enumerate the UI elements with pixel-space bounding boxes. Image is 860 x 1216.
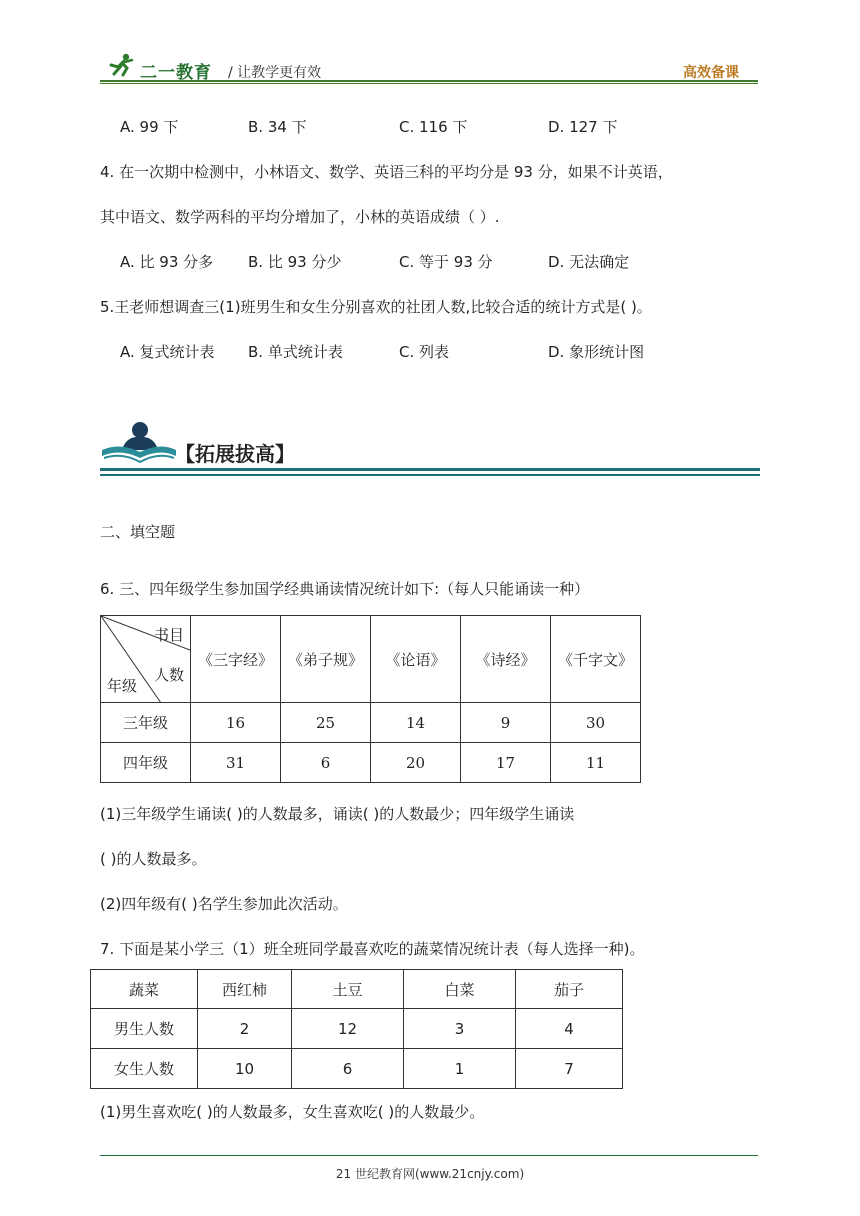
q7-cell: 10 <box>198 1049 292 1089</box>
table-row <box>101 703 641 743</box>
q6-title: 6. 三、四年级学生参加国学经典诵读情况统计如下:（每人只能诵读一种） <box>100 580 590 598</box>
q7-cell: 7 <box>516 1049 623 1089</box>
q6-sub1-line1: (1)三年级学生诵读( )的人数最多，诵读( )的人数最少；四年级学生诵读 <box>100 805 575 823</box>
q3-option-a: A. 99 下 <box>120 118 179 136</box>
q6-cell: 20 <box>371 743 461 783</box>
q7-header: 蔬菜 <box>91 970 198 1009</box>
q4-option-d: D. 无法确定 <box>548 253 630 271</box>
q6-header: 《弟子规》 <box>281 616 371 703</box>
q7-header: 白菜 <box>404 970 516 1009</box>
q6-cell: 31 <box>191 743 281 783</box>
q7-cell: 1 <box>404 1049 516 1089</box>
header-divider <box>100 80 758 82</box>
q4-option-b: B. 比 93 分少 <box>248 253 342 271</box>
q4-text-line2: 其中语文、数学两科的平均分增加了，小林的英语成绩（ ）. <box>100 208 500 226</box>
footer-divider <box>100 1155 758 1156</box>
q6-sub1-line2: ( )的人数最多。 <box>100 850 207 868</box>
q6-sub2: (2)四年级有( )名学生参加此次活动。 <box>100 895 348 913</box>
q6-cell: 11 <box>551 743 641 783</box>
q6-header: 《三字经》 <box>191 616 281 703</box>
q6-table <box>100 615 641 783</box>
q6-corner-mid: 人数 <box>153 666 184 684</box>
section-divider <box>100 468 760 471</box>
q7-row-label: 男生人数 <box>91 1009 198 1049</box>
q6-cell: 6 <box>281 743 371 783</box>
q4-text-line1: 4. 在一次期中检测中，小林语文、数学、英语三科的平均分是 93 分，如果不计英语， <box>100 163 673 181</box>
q5-text-line1: 5.王老师想调查三(1)班男生和女生分别喜欢的社团人数,比较合适的统计方式是( )。 <box>100 298 652 316</box>
q5-option-b: B. 单式统计表 <box>248 343 343 361</box>
table-row <box>91 1049 623 1089</box>
q3-option-b: B. 34 下 <box>248 118 307 136</box>
q7-cell: 4 <box>516 1009 623 1049</box>
table-row <box>91 970 623 1009</box>
q7-cell: 2 <box>198 1009 292 1049</box>
header-divider-thin <box>100 83 758 84</box>
q7-row-label: 女生人数 <box>91 1049 198 1089</box>
q5-option-c: C. 列表 <box>399 343 450 361</box>
q7-cell: 12 <box>292 1009 404 1049</box>
q6-corner-top: 书目 <box>153 626 184 644</box>
q6-cell: 14 <box>371 703 461 743</box>
q6-table-corner <box>101 616 191 703</box>
q7-header: 茄子 <box>516 970 623 1009</box>
q7-header: 土豆 <box>292 970 404 1009</box>
q3-option-d: D. 127 下 <box>548 118 618 136</box>
q7-cell: 6 <box>292 1049 404 1089</box>
table-row <box>101 743 641 783</box>
q5-option-d: D. 象形统计图 <box>548 343 645 361</box>
section-divider-thin <box>100 474 760 476</box>
q6-cell: 16 <box>191 703 281 743</box>
q4-option-c: C. 等于 93 分 <box>399 253 493 271</box>
q6-row-label: 三年级 <box>101 703 191 743</box>
header-right-label: 高效备课 <box>683 65 739 81</box>
q7-header: 西红柿 <box>198 970 292 1009</box>
header-logo-runner-icon <box>104 52 138 78</box>
q6-header: 《千字文》 <box>551 616 641 703</box>
q7-cell: 3 <box>404 1009 516 1049</box>
header-logo-text: 二一教育 <box>140 63 212 83</box>
q6-corner-bottom: 年级 <box>107 677 138 695</box>
part2-title: 二、填空题 <box>100 523 176 541</box>
q6-row-label: 四年级 <box>101 743 191 783</box>
q4-option-a: A. 比 93 分多 <box>120 253 214 271</box>
footer-text: 21 世纪教育网(www.21cnjy.com) <box>335 1167 525 1181</box>
header-slogan: / 让教学更有效 <box>228 65 322 81</box>
q7-title: 7. 下面是某小学三（1）班全班同学最喜欢吃的蔬菜情况统计表（每人选择一种)。 <box>100 940 645 958</box>
q5-option-a: A. 复式统计表 <box>120 343 215 361</box>
table-row <box>91 1009 623 1049</box>
q6-header: 《论语》 <box>371 616 461 703</box>
q6-header: 《诗经》 <box>461 616 551 703</box>
section-title: 【拓展拔高】 <box>175 442 295 466</box>
q6-cell: 17 <box>461 743 551 783</box>
q7-table <box>90 969 623 1089</box>
q6-cell: 9 <box>461 703 551 743</box>
q6-cell: 30 <box>551 703 641 743</box>
q6-cell: 25 <box>281 703 371 743</box>
q3-option-c: C. 116 下 <box>399 118 468 136</box>
section-book-reader-icon <box>100 420 178 466</box>
q7-sub1: (1)男生喜欢吃( )的人数最多，女生喜欢吃( )的人数最少。 <box>100 1103 485 1121</box>
